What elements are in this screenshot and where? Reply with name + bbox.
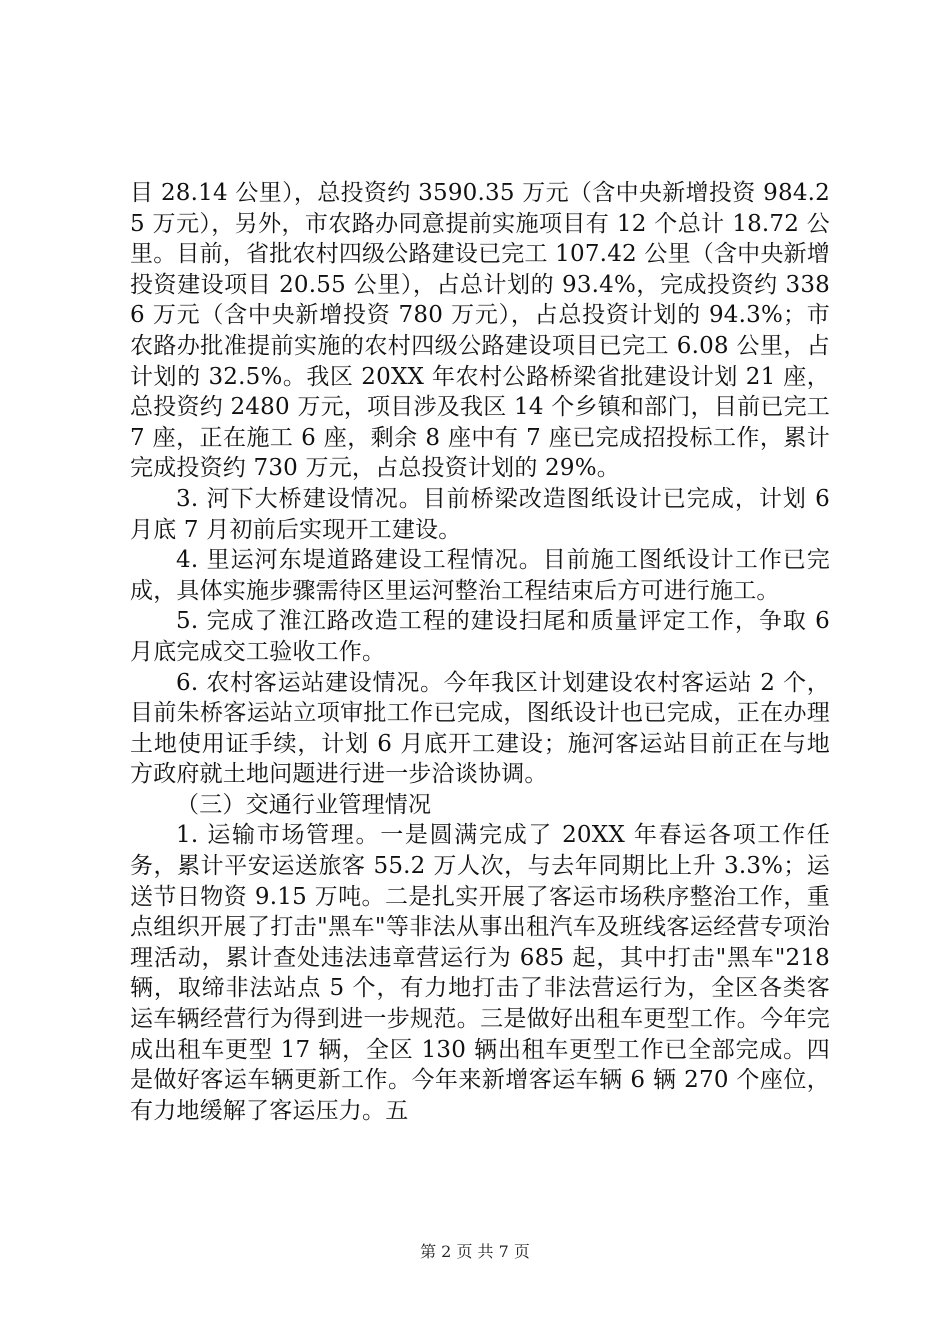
paragraph-transport-market: 1. 运输市场管理。一是圆满完成了 20XX 年春运各项工作任务，累计平安运送旅客 55.2 万人次，与去年同期比上升 3.3%；运送节日物资 9.15 万吨。二是扎实开展了客运市场秩序整治工作，重点组织开展了打击"黑车"等非法从事出租汽车及班线客运经营专项治理活动，累计查处违法违章营运行为 685 起，其中打击"黑车"218 辆，取缔非法站点 5 个，有力地打击了非法营运行为，全区各类客运车辆经营行为得到进一步规范。三是做好出租车更型工作。今年完成出租车更型 17 辆，全区 130 辆出租车更型工作已全部完成。四是做好客运车辆更新工作。今年来新增客运车辆 6 辆 270 个座位，有力地缓解了客运压力。五 (130, 822, 830, 1124)
paragraph-rural-road-investment: 目 28.14 公里），总投资约 3590.35 万元（含中央新增投资 984.25 万元），另外，市农路办同意提前实施项目有 12 个总计 18.72 公里。目前，省批农村四级公路建设已完工 107.42 公里（含中央新增投资建设项目 20.55 公里），占总计划的 93.4%，完成投资约 3386 万元（含中央新增投资 780 万元），占总投资计划的 94.3%；市农路办批准提前实施的农村四级公路建设项目已完工 6.08 公里，占计划的 32.5%。我区 20XX 年农村公路桥梁省批建设计划 21 座，总投资约 2480 万元，项目涉及我区 14 个乡镇和部门，目前已完工 7 座，正在施工 6 座，剩余 8 座中有 7 座已完成招投标工作，累计完成投资约 730 万元，占总投资计划的 29%。 (130, 180, 830, 482)
paragraph-liyunhe-east-embankment: 4. 里运河东堤道路建设工程情况。目前施工图纸设计工作已完成，具体实施步骤需待区里运河整治工程结束后方可进行施工。 (130, 547, 830, 604)
paragraph-rural-bus-station: 6. 农村客运站建设情况。今年我区计划建设农村客运站 2 个，目前朱桥客运站立项审批工作已完成，图纸设计也已完成，正在办理土地使用证手续，计划 6 月底开工建设；施河客运站目前正在与地方政府就土地问题进行进一步洽谈协调。 (130, 669, 830, 788)
document-body (130, 178, 830, 1126)
paragraph-huaijiang-road: 5. 完成了淮江路改造工程的建设扫尾和质量评定工作，争取 6 月底完成交工验收工作。 (130, 608, 830, 665)
section-heading-traffic-management: （三）交通行业管理情况 (176, 791, 432, 818)
paragraph-hexia-bridge: 3. 河下大桥建设情况。目前桥梁改造图纸设计已完成，计划 6 月底 7 月初前后实现开工建设。 (130, 485, 830, 543)
page-footer: 第 2 页 共 7 页 (420, 1242, 530, 1261)
